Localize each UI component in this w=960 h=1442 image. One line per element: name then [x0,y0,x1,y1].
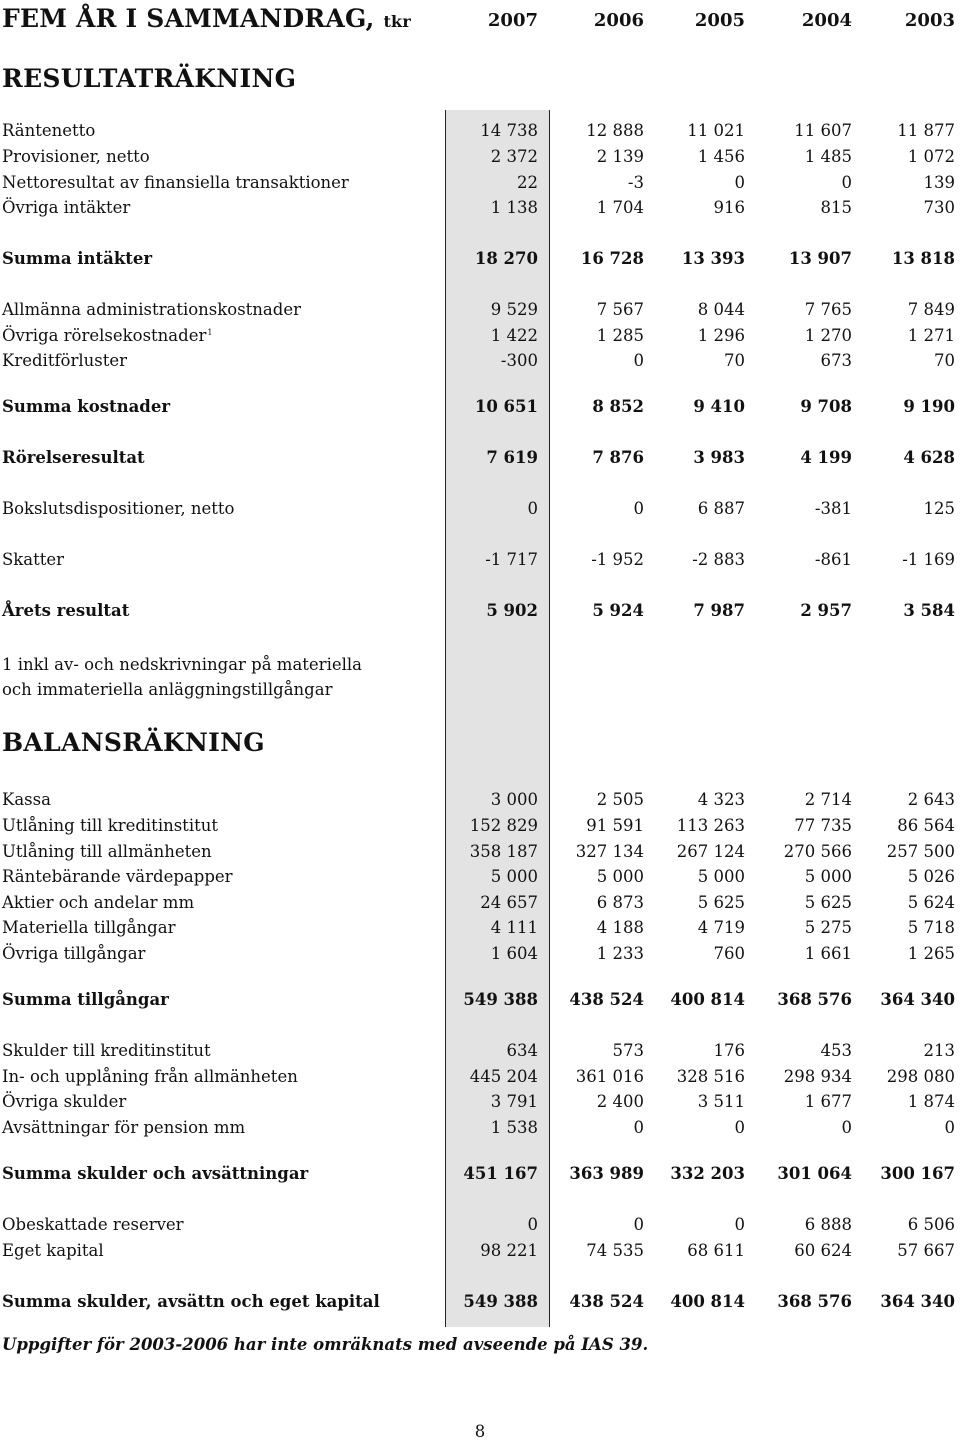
year-header: 2003 [904,10,955,31]
table-row [0,1241,960,1265]
table-row [0,1092,960,1116]
cell-2007: 1 538 [490,1118,538,1137]
row-label: Summa skulder och avsättningar [2,1164,309,1183]
cell-2006: 8 852 [592,397,644,416]
cell-2004: 5 275 [804,918,852,937]
row-label: Utlåning till allmänheten [2,842,212,861]
cell-2004: 1 661 [804,944,852,963]
cell-2007: -300 [500,351,538,370]
row-label: Rörelseresultat [2,448,145,467]
row-label: Summa intäkter [2,249,153,268]
cell-2004: 2 957 [800,601,852,620]
cell-2003: 11 877 [897,121,955,140]
cell-2004: 13 907 [788,249,852,268]
cell-2007: 1 604 [490,944,538,963]
cell-2004: 9 708 [800,397,852,416]
cell-2005: 8 044 [697,300,745,319]
cell-2005: 916 [713,198,745,217]
row-label: Skulder till kreditinstitut [2,1041,211,1060]
cell-2004: 1 270 [804,326,852,345]
cell-2006: 91 591 [586,816,644,835]
cell-2005: 70 [724,351,745,370]
row-label: Provisioner, netto [2,147,150,166]
cell-2003: 0 [944,1118,955,1137]
table-row [0,499,960,523]
table-row-total [0,601,960,625]
cell-2005: 3 511 [697,1092,745,1111]
cell-2006: 573 [612,1041,644,1060]
footnote-line: och immateriella anläggningstillgångar [2,680,333,699]
cell-2007: 451 167 [463,1164,538,1183]
cell-2007: 10 651 [474,397,538,416]
cell-2007: 98 221 [480,1241,538,1260]
cell-2005: -2 883 [692,550,745,569]
cell-2006: 5 000 [596,867,644,886]
cell-2003: 3 584 [903,601,955,620]
table-row [0,326,960,350]
table-row [0,816,960,840]
cell-2004: -861 [814,550,852,569]
cell-2004: 0 [841,173,852,192]
row-label: Utlåning till kreditinstitut [2,816,218,835]
section-heading-balans: BALANSRÄKNING [2,728,265,757]
table-row-total [0,448,960,472]
table-row [0,1118,960,1142]
cell-2007: 3 000 [490,790,538,809]
cell-2004: 1 677 [804,1092,852,1111]
row-label: Skatter [2,550,65,569]
cell-2006: 1 704 [596,198,644,217]
cell-2004: 2 714 [804,790,852,809]
cell-2004: 0 [841,1118,852,1137]
cell-2003: 6 506 [907,1215,955,1234]
cell-2006: 74 535 [586,1241,644,1260]
cell-2003: 139 [923,173,955,192]
cell-2003: 125 [923,499,955,518]
cell-2003: 730 [923,198,955,217]
footnote-marker: 1 [207,327,213,337]
cell-2007: 14 738 [480,121,538,140]
cell-2003: 70 [934,351,955,370]
cell-2004: 1 485 [804,147,852,166]
cell-2003: 5 624 [907,893,955,912]
cell-2005: 1 296 [697,326,745,345]
cell-2007: 7 619 [486,448,538,467]
cell-2006: 1 285 [596,326,644,345]
cell-2003: 1 265 [907,944,955,963]
row-label: Årets resultat [2,601,130,620]
row-label: Bokslutsdispositioner, netto [2,499,235,518]
cell-2007: 549 388 [463,1292,538,1311]
cell-2007: 22 [517,173,538,192]
cell-2003: 9 190 [903,397,955,416]
table-row [0,790,960,814]
cell-2005: 5 625 [697,893,745,912]
cell-2005: 3 983 [693,448,745,467]
cell-2005: 1 456 [697,147,745,166]
table-row [0,550,960,574]
cell-2006: 0 [633,351,644,370]
year-header: 2005 [694,10,745,31]
row-label: Räntenetto [2,121,96,140]
cell-2007: 1 422 [490,326,538,345]
table-row [0,893,960,917]
cell-2007: 9 529 [490,300,538,319]
cell-2005: 7 987 [693,601,745,620]
table-row [0,1215,960,1239]
cell-2003: 364 340 [880,990,955,1009]
page-header [0,0,960,50]
cell-2004: 673 [820,351,852,370]
cell-2005: 400 814 [670,990,745,1009]
cell-2005: 4 323 [697,790,745,809]
cell-2005: 0 [734,1118,745,1137]
row-label: Övriga rörelsekostnader$^1$ [2,326,213,345]
cell-2003: 257 500 [886,842,955,861]
table-row-total [0,1164,960,1188]
cell-2004: 77 735 [794,816,852,835]
table-row [0,351,960,375]
row-label: Materiella tillgångar [2,918,176,937]
cell-2005: 176 [713,1041,745,1060]
row-label: Räntebärande värdepapper [2,867,233,886]
cell-2007: 358 187 [469,842,538,861]
cell-2003: -1 169 [902,550,955,569]
cell-2004: 5 625 [804,893,852,912]
cell-2007: 2 372 [490,147,538,166]
row-label: Summa kostnader [2,397,171,416]
cell-2007: 24 657 [480,893,538,912]
cell-2006: 1 233 [596,944,644,963]
section-heading-resultat: RESULTATRÄKNING [2,64,297,93]
table-row [0,842,960,866]
cell-2004: 4 199 [800,448,852,467]
cell-2006: 5 924 [592,601,644,620]
cell-2004: 298 934 [783,1067,852,1086]
cell-2007: 5 902 [486,601,538,620]
unit-label: tkr [383,12,411,31]
cell-2004: 11 607 [794,121,852,140]
page-title: FEM ÅR I SAMMANDRAG, tkr [2,4,411,33]
cell-2006: 363 989 [569,1164,644,1183]
cell-2004: 453 [820,1041,852,1060]
cell-2003: 300 167 [880,1164,955,1183]
row-label: Nettoresultat av finansiella transaktioner [2,173,349,192]
cell-2006: 0 [633,1118,644,1137]
cell-2005: 4 719 [697,918,745,937]
table-row-total [0,1292,960,1316]
cell-2003: 298 080 [886,1067,955,1086]
row-label: Allmänna administrationskostnader [2,300,301,319]
cell-2005: 328 516 [676,1067,745,1086]
cell-2007: 152 829 [469,816,538,835]
row-label: Kassa [2,790,51,809]
row-label: Obeskattade reserver [2,1215,184,1234]
cell-2007: 549 388 [463,990,538,1009]
cell-2003: 1 874 [907,1092,955,1111]
row-label: Aktier och andelar mm [2,893,195,912]
table-row [0,1041,960,1065]
cell-2006: 438 524 [569,990,644,1009]
table-row [0,918,960,942]
cell-2003: 5 718 [907,918,955,937]
cell-2004: 7 765 [804,300,852,319]
cell-2006: 2 139 [596,147,644,166]
row-label: In- och upplåning från allmänheten [2,1067,298,1086]
cell-2007: 1 138 [490,198,538,217]
cell-2003: 1 271 [907,326,955,345]
cell-2004: 815 [820,198,852,217]
cell-2003: 13 818 [891,249,955,268]
cell-2006: 2 400 [596,1092,644,1111]
table-row [0,300,960,324]
cell-2006: -1 952 [591,550,644,569]
cell-2006: 12 888 [586,121,644,140]
cell-2003: 57 667 [897,1241,955,1260]
year-header: 2006 [593,10,644,31]
table-row-total [0,249,960,273]
cell-2004: 5 000 [804,867,852,886]
cell-2006: -3 [627,173,644,192]
cell-2005: 0 [734,1215,745,1234]
cell-2005: 113 263 [676,816,745,835]
table-row [0,867,960,891]
cell-2004: 368 576 [777,1292,852,1311]
cell-2005: 68 611 [687,1241,745,1260]
cell-2007: 445 204 [469,1067,538,1086]
cell-2006: 0 [633,499,644,518]
cell-2005: 760 [713,944,745,963]
table-row [0,173,960,197]
row-label: Övriga tillgångar [2,944,146,963]
cell-2003: 86 564 [897,816,955,835]
table-row [0,198,960,222]
cell-2006: 327 134 [575,842,644,861]
cell-2004: 270 566 [783,842,852,861]
cell-2005: 332 203 [670,1164,745,1183]
cell-2004: 60 624 [794,1241,852,1260]
cell-2007: 18 270 [474,249,538,268]
row-label: Kreditförluster [2,351,128,370]
year-header: 2004 [801,10,852,31]
cell-2003: 213 [923,1041,955,1060]
cell-2004: 368 576 [777,990,852,1009]
cell-2007: 0 [527,1215,538,1234]
cell-2006: 7 567 [596,300,644,319]
cell-2005: 0 [734,173,745,192]
page-number: 8 [474,1422,486,1441]
cell-2006: 4 188 [596,918,644,937]
table-row-total [0,990,960,1014]
cell-2006: 438 524 [569,1292,644,1311]
cell-2005: 13 393 [681,249,745,268]
row-label: Övriga skulder [2,1092,127,1111]
cell-2006: 361 016 [575,1067,644,1086]
footnote-1 [2,652,362,702]
cell-2007: 634 [506,1041,538,1060]
cell-2003: 7 849 [907,300,955,319]
cell-2006: 2 505 [596,790,644,809]
cell-2005: 6 887 [697,499,745,518]
cell-2007: -1 717 [485,550,538,569]
cell-2004: 301 064 [777,1164,852,1183]
cell-2007: 3 791 [490,1092,538,1111]
cell-2003: 1 072 [907,147,955,166]
highlight-column-2007 [445,110,550,1327]
year-header: 2007 [487,10,538,31]
table-row [0,1067,960,1091]
cell-2003: 2 643 [907,790,955,809]
table-row [0,147,960,171]
ias-footnote: Uppgifter för 2003-2006 har inte omräknats med avseende på IAS 39. [2,1335,649,1354]
cell-2005: 9 410 [693,397,745,416]
cell-2004: 6 888 [804,1215,852,1234]
cell-2005: 5 000 [697,867,745,886]
row-label: Summa tillgångar [2,990,169,1009]
cell-2007: 4 111 [490,918,538,937]
cell-2003: 364 340 [880,1292,955,1311]
table-row [0,944,960,968]
cell-2005: 11 021 [687,121,745,140]
row-label: Övriga intäkter [2,198,131,217]
cell-2003: 5 026 [907,867,955,886]
cell-2005: 400 814 [670,1292,745,1311]
cell-2006: 16 728 [580,249,644,268]
cell-2004: -381 [814,499,852,518]
table-row-total [0,397,960,421]
row-label: Avsättningar för pension mm [2,1118,246,1137]
cell-2006: 6 873 [596,893,644,912]
cell-2007: 0 [527,499,538,518]
row-label: Eget kapital [2,1241,104,1260]
cell-2007: 5 000 [490,867,538,886]
row-label: Summa skulder, avsättn och eget kapital [2,1292,380,1311]
cell-2006: 7 876 [592,448,644,467]
cell-2005: 267 124 [676,842,745,861]
footnote-line: 1 inkl av- och nedskrivningar på materiella [2,655,363,674]
cell-2006: 0 [633,1215,644,1234]
table-row [0,121,960,145]
cell-2003: 4 628 [903,448,955,467]
